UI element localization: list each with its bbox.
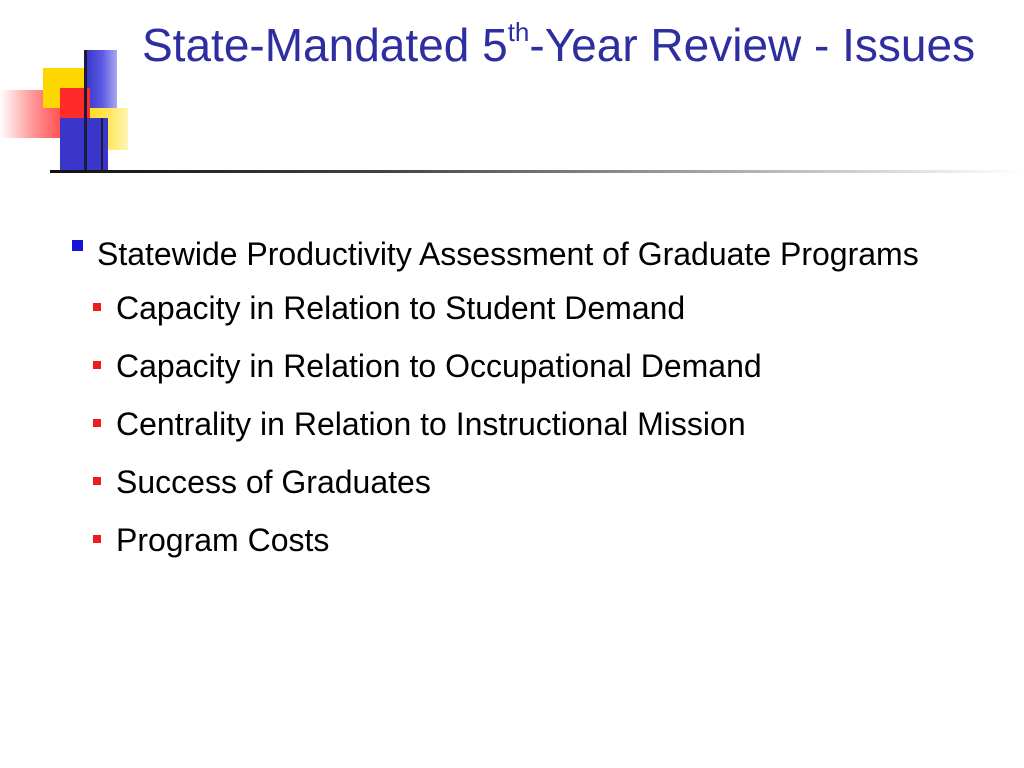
sub-bullet (93, 520, 966, 560)
title-text-rest: -Year Review - Issues (529, 19, 976, 71)
sub-bullet-list (66, 288, 966, 560)
red-square-bullet-icon (93, 535, 101, 543)
sub-bullet-text: Centrality in Relation to Instructional Mission (116, 406, 746, 442)
sub-bullet-text: Success of Graduates (116, 464, 431, 500)
sub-bullet-text: Capacity in Relation to Student Demand (116, 290, 686, 326)
red-square-bullet-icon (93, 477, 101, 485)
logo-vertical-line (84, 50, 87, 172)
sub-bullet-text: Capacity in Relation to Occupational Demand (116, 348, 762, 384)
sub-bullet (93, 404, 966, 444)
logo-blue-bar (87, 50, 117, 112)
slide-title (142, 18, 1002, 72)
sub-bullet-text: Program Costs (116, 522, 330, 558)
blue-square-bullet-icon (72, 240, 83, 251)
sub-bullet (93, 462, 966, 502)
main-bullet-text: Statewide Productivity Assessment of Graduate Programs (97, 236, 919, 272)
red-square-bullet-icon (93, 361, 101, 369)
title-divider (50, 170, 1024, 173)
title-text-main: State-Mandated 5 (142, 19, 508, 71)
logo-vertical-line-short (101, 118, 103, 172)
red-square-bullet-icon (93, 303, 101, 311)
main-bullet (66, 232, 966, 276)
sub-bullet (93, 288, 966, 328)
sub-bullet (93, 346, 966, 386)
red-square-bullet-icon (93, 419, 101, 427)
slide-body (66, 232, 966, 578)
title-superscript: th (507, 17, 530, 47)
